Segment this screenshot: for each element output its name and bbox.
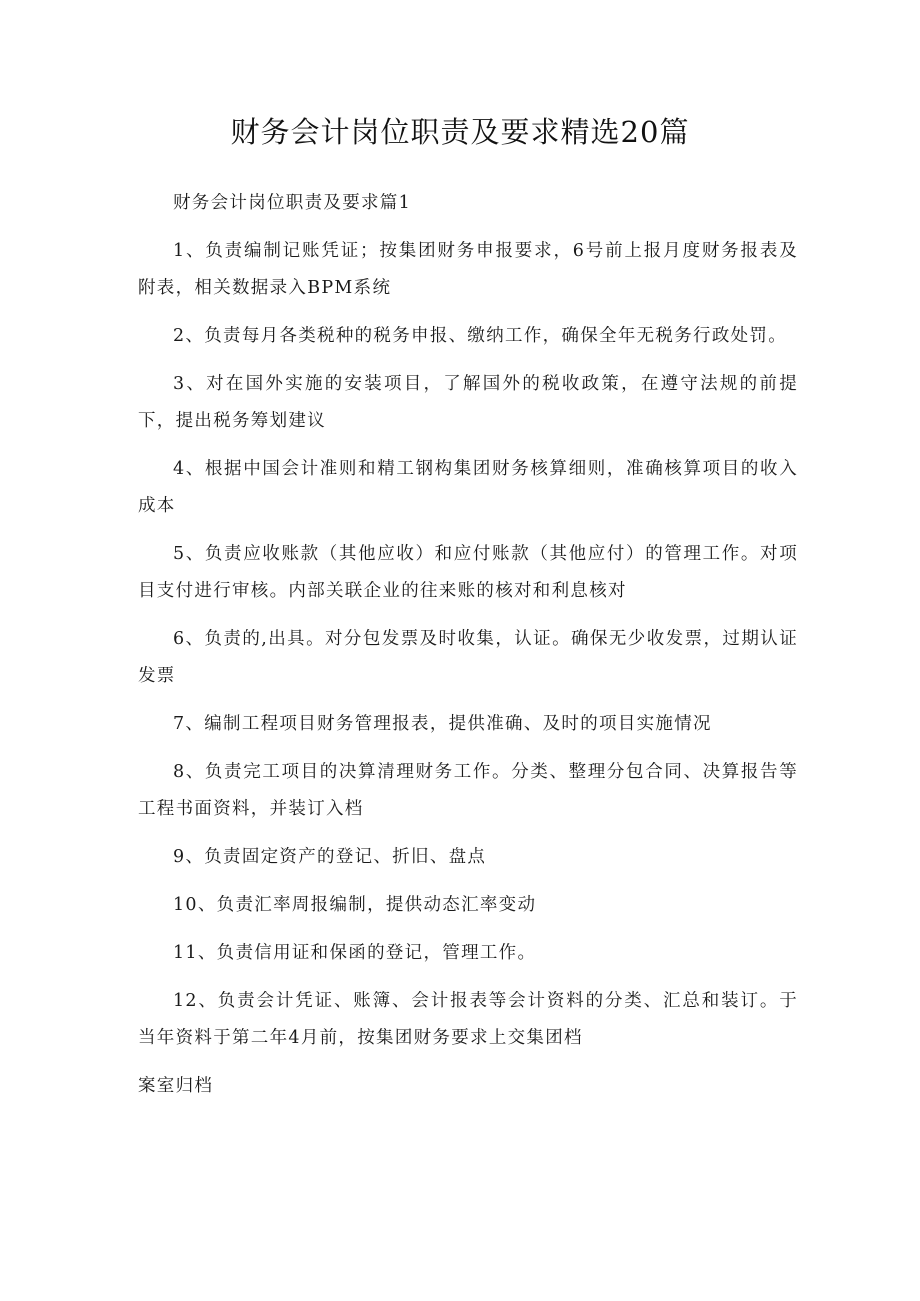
paragraph-3: 3、对在国外实施的安装项目，了解国外的税收政策，在遵守法规的前提下，提出税务筹划建议 (138, 374, 798, 431)
paragraph-2: 2、负责每月各类税种的税务申报、缴纳工作，确保全年无税务行政处罚。 (173, 326, 788, 346)
paragraph-12: 12、负责会计凭证、账簿、会计报表等会计资料的分类、汇总和装订。于当年资料于第二年4月前，按集团财务要求上交集团档 (138, 991, 798, 1048)
trailing-text: 案室归档 (138, 1076, 214, 1096)
paragraph-11: 11、负责信用证和保函的登记，管理工作。 (173, 943, 537, 963)
paragraph-1: 1、负责编制记账凭证；按集团财务申报要求，6号前上报月度财务报表及附表，相关数据录入BPM系统 (138, 241, 798, 298)
section-heading: 财务会计岗位职责及要求篇1 (173, 193, 412, 213)
document-body (138, 185, 798, 1116)
paragraph-5: 5、负责应收账款（其他应收）和应付账款（其他应付）的管理工作。对项目支付进行审核。内部关联企业的往来账的核对和利息核对 (138, 544, 798, 601)
paragraph-4: 4、根据中国会计准则和精工钢构集团财务核算细则，准确核算项目的收入成本 (138, 459, 798, 516)
paragraph-9: 9、负责固定资产的登记、折旧、盘点 (173, 847, 487, 867)
paragraph-7: 7、编制工程项目财务管理报表，提供准确、及时的项目实施情况 (173, 714, 712, 734)
paragraph-10: 10、负责汇率周报编制，提供动态汇率变动 (173, 895, 537, 915)
paragraph-6: 6、负责的,出具。对分包发票及时收集，认证。确保无少收发票，过期认证发票 (138, 629, 798, 686)
document-title: 财务会计岗位职责及要求精选20篇 (230, 115, 690, 149)
paragraph-8: 8、负责完工项目的决算清理财务工作。分类、整理分包合同、决算报告等工程书面资料，并装订入档 (138, 762, 798, 819)
